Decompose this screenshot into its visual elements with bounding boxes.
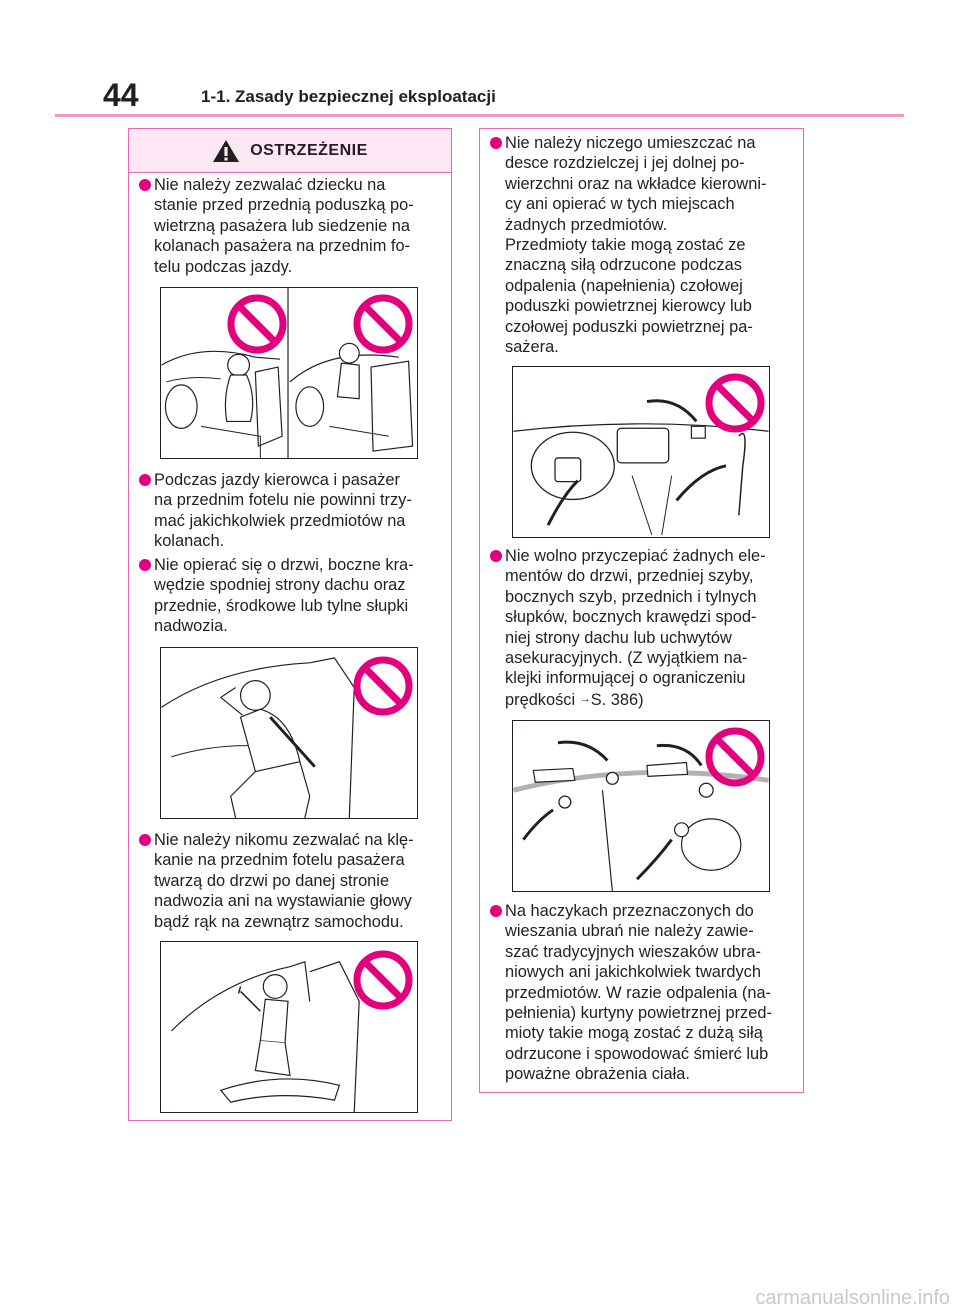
prohibited-icon [353,950,413,1010]
bullet-no-objects-dashboard [480,133,830,357]
bullet-dot [139,474,151,486]
bullet-coat-hooks [480,901,830,1085]
bullet-text [505,546,824,710]
prohibited-icon [227,294,287,354]
illustration-attachments [512,720,770,892]
bullet-text: Podczas jazdy kierowca i pasażer na przednim fotelu nie powinni trzy- mać jakichkolwiek przedmiotów na kolanach. [154,471,412,551]
warning-triangle-icon [212,139,240,163]
bullet-text: Nie należy zezwalać dziecku na stanie przed przednią poduszką po- wietrzną pasażera lub siedzenie na kolanach pasażera na przednim fo- telu podczas jazdy. [154,176,414,276]
bullet-text: Na haczykach przeznaczonych do wieszania ubrań nie należy zawie- szać tradycyjnych wieszaków ubra- niowych ani jakichkolwiek twardych przedmiotów. W razie odpalenia (na- pełnienia) kurtyny powietrznej przed- mioty takie mogą zostać z dużą siłą odrzucone i spowodować śmierć lub poważne obrażenia ciała. [505,902,772,1084]
bullet-dot [490,550,502,562]
prohibited-icon [353,656,413,716]
svg-text:carmanualsonline.info: carmanualsonline.info [755,1287,950,1309]
illustration-leaning-on-door [160,647,418,819]
bullet-no-kneeling [129,830,478,932]
warning-header [129,129,451,173]
bullet-child-standing [129,175,478,277]
bullet-dot [139,179,151,191]
watermark-logo [600,1284,952,1310]
bullet-dot [139,834,151,846]
warning-box-left [128,128,452,1121]
prohibited-icon [353,294,413,354]
page-ref-link[interactable]: S. 386) [590,690,644,709]
bullet-text: Nie należy nikomu zezwalać na klę- kanie na przednim fotelu pasażera twarzą do drzwi po danej stronie nadwozia ani na wystawianie głowy bądź rąk na zewnątrz samochodu. [154,831,414,931]
illustration-dashboard-objects [512,366,770,538]
page-ref-arrow-icon: → [579,692,591,705]
bullet-text-main: Nie wolno przyczepiać żadnych ele- mentów do drzwi, przedniej szyby, bocznych szyb, przednich i tylnych słupków, bocznych krawędzi spod- niej strony dachu lub uchwytów asekuracyjnych. (Z wyjątkiem na- klejki informującej o ograniczeniu prędkości [505,547,766,709]
bullet-no-attachments [480,546,830,710]
page-header [0,0,960,118]
bullet-dot [490,137,502,149]
prohibited-icon [705,373,765,433]
bullet-text: Nie opierać się o drzwi, boczne kra- wędzie spodniej strony dachu oraz przednie, środkowe lub tylne słupki nadwozia. [154,556,414,636]
bullet-dot [490,905,502,917]
prohibited-icon [705,727,765,787]
bullet-no-leaning-door [129,555,478,637]
page-number: 44 [103,77,139,113]
bullet-text: Nie należy niczego umieszczać na desce rozdzielczej i jej dolnej po- wierzchni oraz na wkładce kierowni- cy ani opierać w tych miejscach żadnych przedmiotów. Przedmioty takie mogą zostać ze znaczną siłą odrzucone podczas odpalenia (napełnienia) czołowej poduszki powietrznej kierowcy lub czołowej poduszki powietrznej pa- sażera. [505,134,767,357]
header-rule [55,114,904,117]
illustration-kneeling-seat [160,941,418,1113]
illustration-child-front-seat [160,287,418,459]
warning-box-right [479,128,804,1093]
bullet-no-objects-lap [129,470,478,552]
warning-title: OSTRZEŻENIE [250,141,368,159]
bullet-dot [139,559,151,571]
section-title: 1-1. Zasady bezpiecznej eksploatacji [201,87,496,106]
